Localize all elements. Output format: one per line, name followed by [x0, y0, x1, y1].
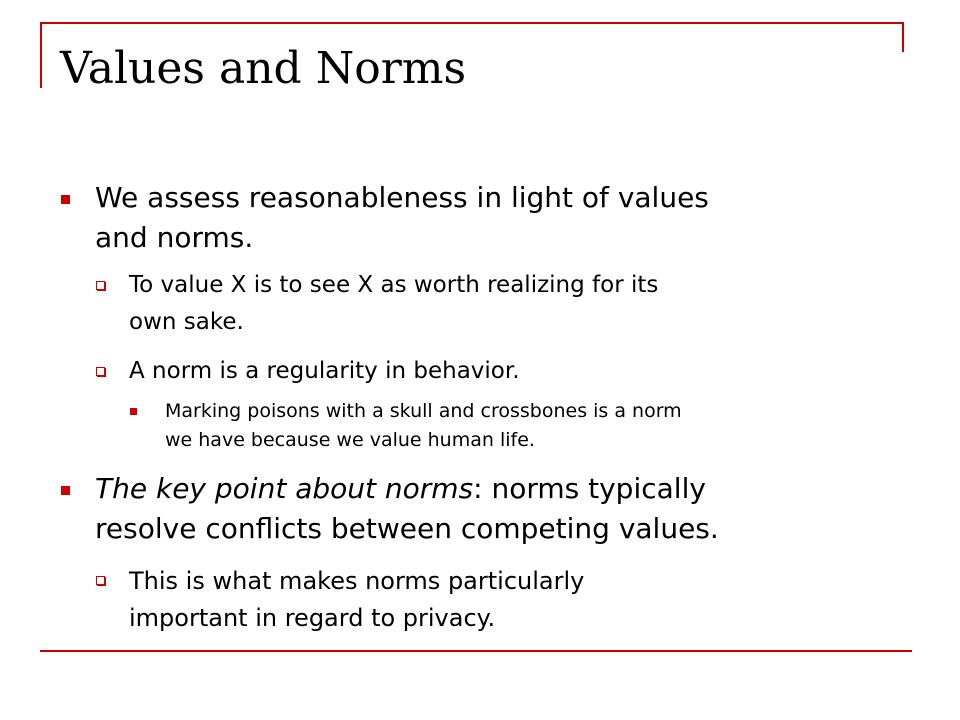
frame-top-rule — [40, 22, 904, 24]
frame-left-rule — [40, 22, 42, 88]
bullet-2-line-2: own sake. — [129, 309, 244, 335]
key-point-emphasis: The key point about norms — [95, 472, 474, 505]
frame-bottom-rule — [40, 650, 912, 652]
key-point-rest: : norms typically — [473, 472, 706, 505]
bullet-5-line-1 — [95, 469, 706, 509]
bullet-5-line-2: resolve conflicts between competing values. — [95, 512, 719, 545]
bullet-3-line-1: A norm is a regularity in behavior. — [129, 358, 520, 384]
bullet-4-line-2: we have because we value human life. — [165, 429, 535, 451]
sub-sub-bullet-square-icon — [130, 408, 137, 415]
sub-bullet-hollow-square-icon — [96, 281, 105, 290]
bullet-6-line-1: This is what makes norms particularly — [129, 567, 585, 595]
bullet-4-line-1: Marking poisons with a skull and crossbones is a norm — [165, 400, 682, 422]
bullet-1-line-1: We assess reasonableness in light of values — [95, 181, 709, 214]
sub-bullet-hollow-square-icon — [96, 576, 105, 585]
slide-title: Values and Norms — [60, 43, 467, 94]
bullet-square-icon — [61, 195, 70, 204]
bullet-6-line-2: important in regard to privacy. — [129, 604, 496, 632]
bullet-1-line-2: and norms. — [95, 221, 254, 254]
bullet-square-icon — [61, 486, 70, 495]
bullet-2-line-1: To value X is to see X as worth realizing for its — [129, 272, 659, 298]
frame-right-rule — [902, 22, 904, 52]
sub-bullet-hollow-square-icon — [96, 367, 105, 376]
